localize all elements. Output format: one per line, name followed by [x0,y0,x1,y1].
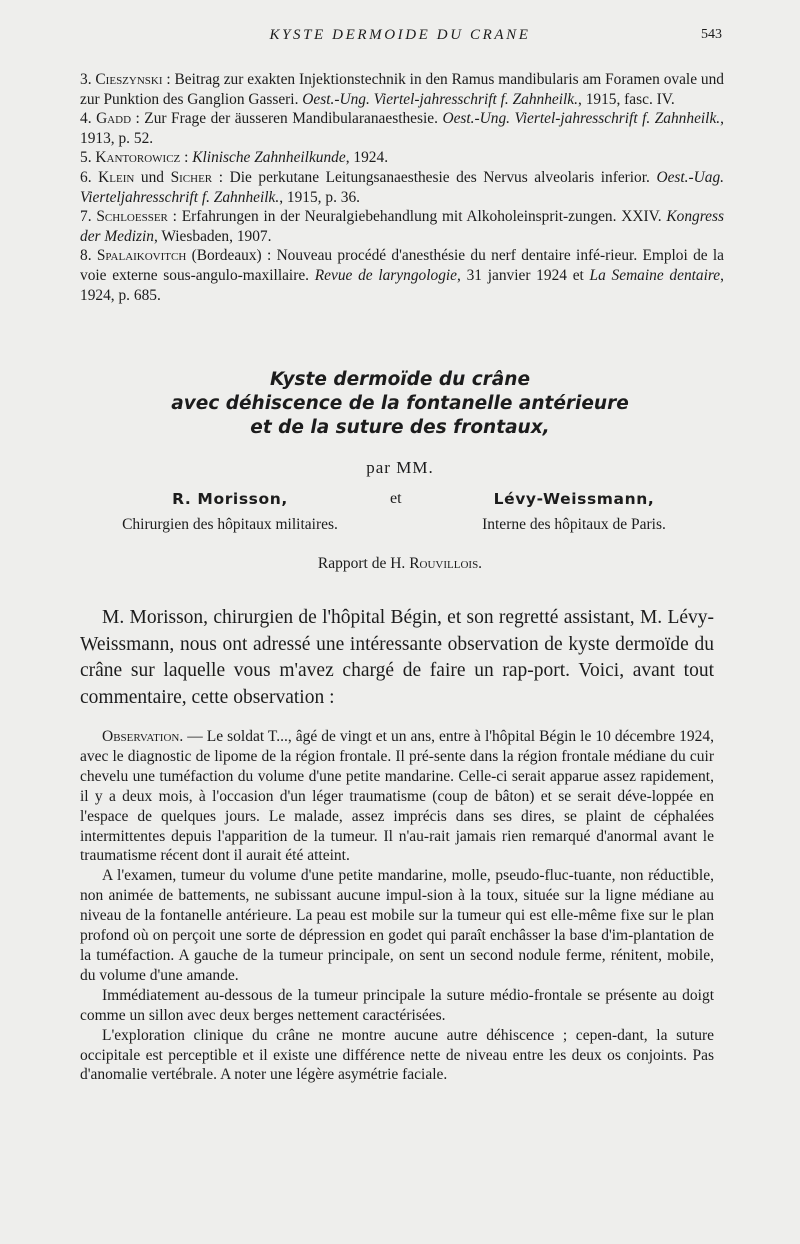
byline-par: par MM. [366,458,434,477]
author-name: Lévy-Weissmann, [493,490,655,508]
reference-item: 4. Gadd : Zur Frage der äusseren Mandibularanaesthesie. Oest.-Ung. Viertel-jahresschrift f. Zahnheilk., 1913, p. 52. [80,110,724,147]
page-number: 543 [701,27,722,42]
title-line: avec déhiscence de la fontanelle antérieure [171,393,629,414]
reference-item: 5. Kantorowicz : Klinische Zahnheilkunde, 1924. [80,149,389,167]
article-title [80,368,720,440]
author-role: Interne des hôpitaux de Paris. [482,516,666,533]
title-line: et de la suture des frontaux, [250,417,550,438]
observation-paragraph: Immédiatement au-dessous de la tumeur principale la suture médio-frontale se présente au doigt comme un sillon avec deux berges nettement caractérisées. [80,986,714,1024]
observation-paragraph: Observation. — Le soldat T..., âgé de vingt et un ans, entre à l'hôpital Bégin le 10 décembre 1924, avec le diagnostic de lipome de la région frontale. Il pré-sente dans la région frontale médiane du cuir chevelu une tuméfaction du volume d'une petite mandarine. Celle-ci serait apparue assez rapidement, il y a deux mois, à l'occasion d'un léger traumatisme (coup de bâton) et se serait déve-loppée en l'espace de quelques jours. Le malade, assez imprécis dans ses dires, se plaint de céphalées intermittentes depuis l'apparition de la tumeur. Il n'au-rait jamais rien remarqué d'anormal avant le traumatisme récent dont il aurait été atteint. [80,728,714,865]
intro-paragraph: M. Morisson, chirurgien de l'hôpital Bégin, et son regretté assistant, M. Lévy-Weissmann, nous ont adressé une intéressante observation de kyste dermoïde du crâne sur laquelle vous m'avez chargé de faire un rap-port. Voici, avant tout commentaire, cette observation : [80,607,714,708]
author-levy-weissmann [424,490,724,534]
reference-item: 3. Cieszynski : Beitrag zur exakten Injektionstechnik in den Ramus mandibularis am Foramen ovale und zur Punktion des Ganglion Gasseri. Oest.-Ung. Viertel-jahresschrift f. Zahnheilk., 1915, fasc. IV. [80,71,724,108]
running-title: KYSTE DERMOIDE DU CRANE [269,27,531,43]
running-head [78,27,722,49]
author-conjunction: et [390,490,402,507]
observation-paragraph: L'exploration clinique du crâne ne montre aucune autre déhiscence ; cepen-dant, la suture occipitale est perceptible et il existe une différence nette de niveau entre les deux os conjoints. Pas d'anomalie vertébrale. A noter une légère asymétrie faciale. [80,1026,714,1084]
reference-item: 7. Schloesser : Erfahrungen in der Neuralgiebehandlung mit Alkoholeinsprit-zungen. XXIV. Kongress der Medizin, Wiesbaden, 1907. [80,208,724,245]
observation-label: Observation. [102,728,184,745]
observation-paragraph: A l'examen, tumeur du volume d'une petite mandarine, molle, pseudo-fluc-tuante, non réductible, non animée de battements, ne subissant aucune impul-sion à la toux, située sur la ligne médiane au niveau de la fontanelle antérieure. La peau est mobile sur la tumeur qui est elle-même fixe sur le plan profond où on perçoit une sorte de dépression en godet qui paraît enchâsser la base d'im-plantation de la tuméfaction. A gauche de la tumeur principale, on sent un second nodule ferme, rénitent, mobile, du volume d'une amande. [80,867,714,984]
title-line: Kyste dermoïde du crâne [270,369,530,390]
authors-block [80,490,724,538]
reference-item: 6. Klein und Sicher : Die perkutane Leitungsanaesthesie des Nervus alveolaris inferior. Oest.-Uag. Vierteljahresschrift f. Zahnheilk., 1915, p. 36. [80,168,724,206]
author-name: R. Morisson, [172,490,288,508]
reference-item: 8. Spalaikovitch (Bordeaux) : Nouveau procédé d'anesthésie du nerf dentaire infé-rieur. Emploi de la voie externe sous-angulo-maxillaire. Revue de laryngologie, 31 janvier 1924 et La Semaine dentaire, 1924, p. 685. [80,247,725,304]
observation-section [80,727,714,1085]
reference-list [80,70,724,305]
author-morisson [80,490,380,534]
report-line: Rapport de H. Rouvillois. [317,555,483,572]
author-role: Chirurgien des hôpitaux militaires. [122,516,338,533]
